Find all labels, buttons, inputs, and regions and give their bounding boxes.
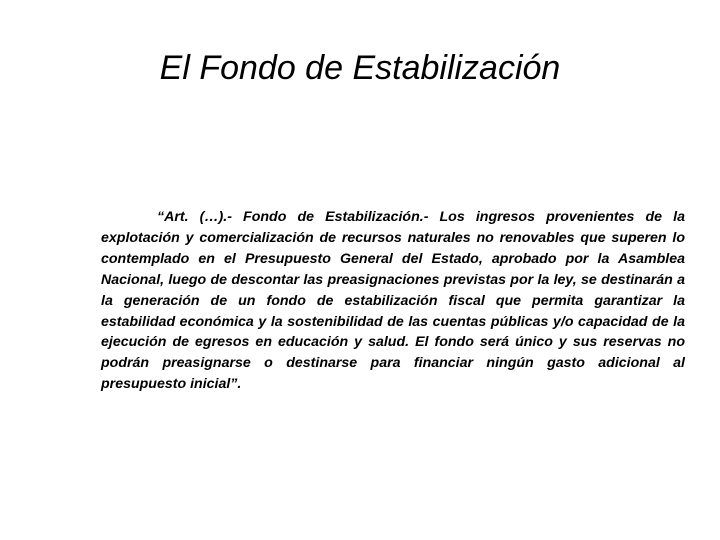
- article-quote: “Art. (…).- Fondo de Estabilización.- Los ingresos provenientes de la explotación y comercialización de recursos naturales no renovables que superen lo contemplado en el Presupuesto General del Estado, aprobado por la Asamblea Nacional, luego de descontar las preasignaciones previstas por la ley, se destinarán a la generación de un fondo de estabilización fiscal que permita garantizar la estabilidad económica y la sostenibilidad de las cuentas públicas y/o capacidad de la ejecución de egresos en educación y salud. El fondo será único y sus reservas no podrán preasignarse o destinarse para financiar ningún gasto adicional al presupuesto inicial”.: [101, 209, 685, 393]
- slide-title: El Fondo de Estabilización: [159, 49, 561, 87]
